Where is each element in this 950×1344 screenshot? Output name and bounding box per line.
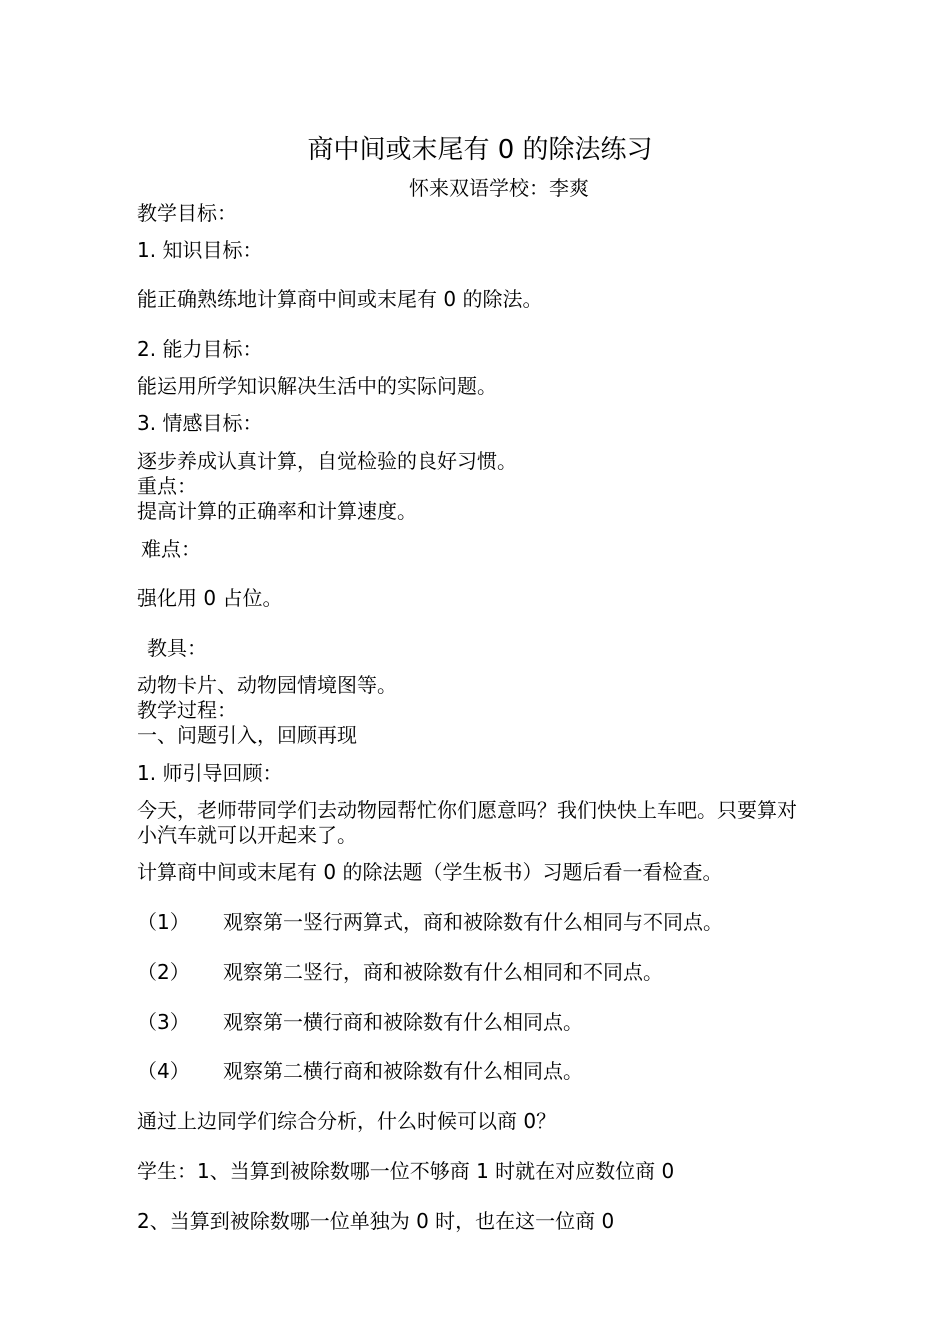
- objective-3-text: 逐步养成认真计算，自觉检验的良好习惯。: [137, 449, 517, 473]
- answer-2-text: 2、当算到被除数哪一位单独为 0 时，也在这一位商 0: [137, 1209, 615, 1233]
- list-item: [137, 960, 663, 984]
- tools-heading: 教具：: [147, 636, 207, 660]
- step-1-heading: 1. 师引导回顾：: [137, 761, 283, 785]
- objectives-heading: 教学目标：: [137, 201, 237, 225]
- list-item-number: （4）: [137, 1059, 190, 1083]
- list-item-text: 观察第一横行商和被除数有什么相同点。: [223, 1010, 583, 1034]
- key-point-heading: 重点：: [137, 474, 197, 498]
- objective-1-text: 能正确熟练地计算商中间或末尾有 0 的除法。: [137, 287, 543, 311]
- list-item-number: （3）: [137, 1010, 190, 1034]
- objective-3-heading: 3. 情感目标：: [137, 411, 263, 435]
- list-item-text: 观察第二横行商和被除数有什么相同点。: [223, 1059, 583, 1083]
- list-item: [137, 1059, 583, 1083]
- list-item-number: （2）: [137, 960, 190, 984]
- question-text: 通过上边同学们综合分析，什么时候可以商 0？: [137, 1109, 557, 1133]
- list-item: [137, 1010, 583, 1034]
- objective-1-heading: 1. 知识目标：: [137, 238, 263, 262]
- step-1-text-line-2: 小汽车就可以开起来了。: [137, 823, 357, 847]
- author-line: 怀来双语学校：李爽: [409, 176, 589, 200]
- list-item-text: 观察第一竖行两算式，商和被除数有什么相同与不同点。: [223, 910, 723, 934]
- objective-2-text: 能运用所学知识解决生活中的实际问题。: [137, 374, 497, 398]
- list-item: [137, 910, 723, 934]
- document-title: 商中间或末尾有 0 的除法练习: [307, 135, 653, 165]
- section-1-heading: 一、问题引入，回顾再现: [137, 723, 357, 747]
- list-item-text: 观察第二竖行，商和被除数有什么相同和不同点。: [223, 960, 663, 984]
- difficulty-text: 强化用 0 占位。: [137, 586, 283, 610]
- answer-1-text: 学生：1、当算到被除数哪一位不够商 1 时就在对应数位商 0: [137, 1159, 675, 1183]
- step-1-task: 计算商中间或末尾有 0 的除法题（学生板书）习题后看一看检查。: [137, 860, 723, 884]
- process-heading: 教学过程：: [137, 698, 237, 722]
- key-point-text: 提高计算的正确率和计算速度。: [137, 499, 417, 523]
- objective-2-heading: 2. 能力目标：: [137, 337, 263, 361]
- tools-text: 动物卡片、动物园情境图等。: [137, 673, 397, 697]
- step-1-text-line-1: 今天，老师带同学们去动物园帮忙你们愿意吗？我们快快上车吧。只要算对: [137, 798, 797, 822]
- list-item-number: （1）: [137, 910, 190, 934]
- difficulty-heading: 难点：: [141, 537, 201, 561]
